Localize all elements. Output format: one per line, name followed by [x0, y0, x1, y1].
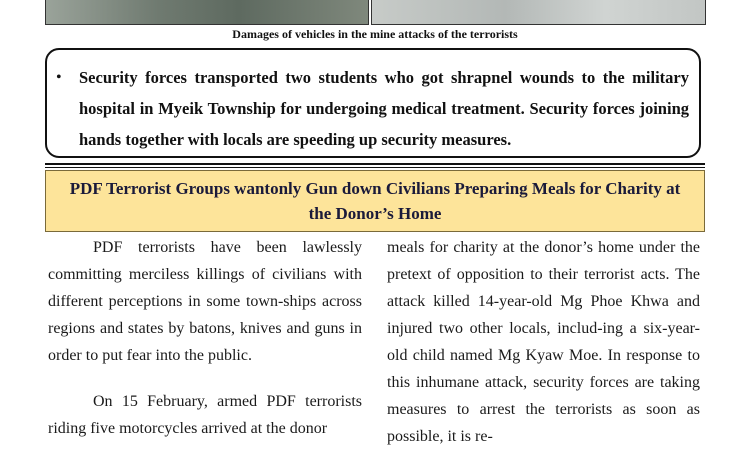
bullet-icon: • — [56, 69, 62, 86]
divider-thin — [45, 167, 705, 168]
vehicle-damage-photo-right — [371, 0, 706, 25]
article-column-right — [387, 234, 700, 450]
photo-caption: Damages of vehicles in the mine attacks of the terrorists — [232, 27, 518, 41]
notice-box — [45, 48, 701, 158]
vehicle-damage-photo-left — [45, 0, 369, 25]
article-column-left — [48, 234, 362, 442]
divider-thick — [45, 163, 705, 165]
article-paragraph: meals for charity at the donor’s home under the pretext of opposition to their terrorist acts. The attack killed 14-year-old Mg Phoe Khwa and injured two other locals, includ-ing a six-year-old child named Mg Kyaw Moe. In response to this inhumane attack, security forces are taking measures to arrest the terrorists as soon as possible, it is re- — [387, 239, 700, 445]
article-headline: PDF Terrorist Groups wantonly Gun down Civilians Preparing Meals for Charity at the Donor’s Home — [69, 179, 681, 223]
article-paragraph: On 15 February, armed PDF terrorists riding five motorcycles arrived at the donor — [48, 393, 362, 437]
notice-item: Security forces transported two students who got shrapnel wounds to the military hospital in Myeik Township for undergoing medical treatment. Security forces joining hands together with locals are speeding up security measures. — [79, 68, 689, 149]
headline-box — [45, 170, 705, 232]
article-paragraph: PDF terrorists have been lawlessly committing merciless killings of civilians with different perceptions in some town-ships across regions and states by batons, knives and guns in order to put fear into the public. — [48, 239, 362, 364]
